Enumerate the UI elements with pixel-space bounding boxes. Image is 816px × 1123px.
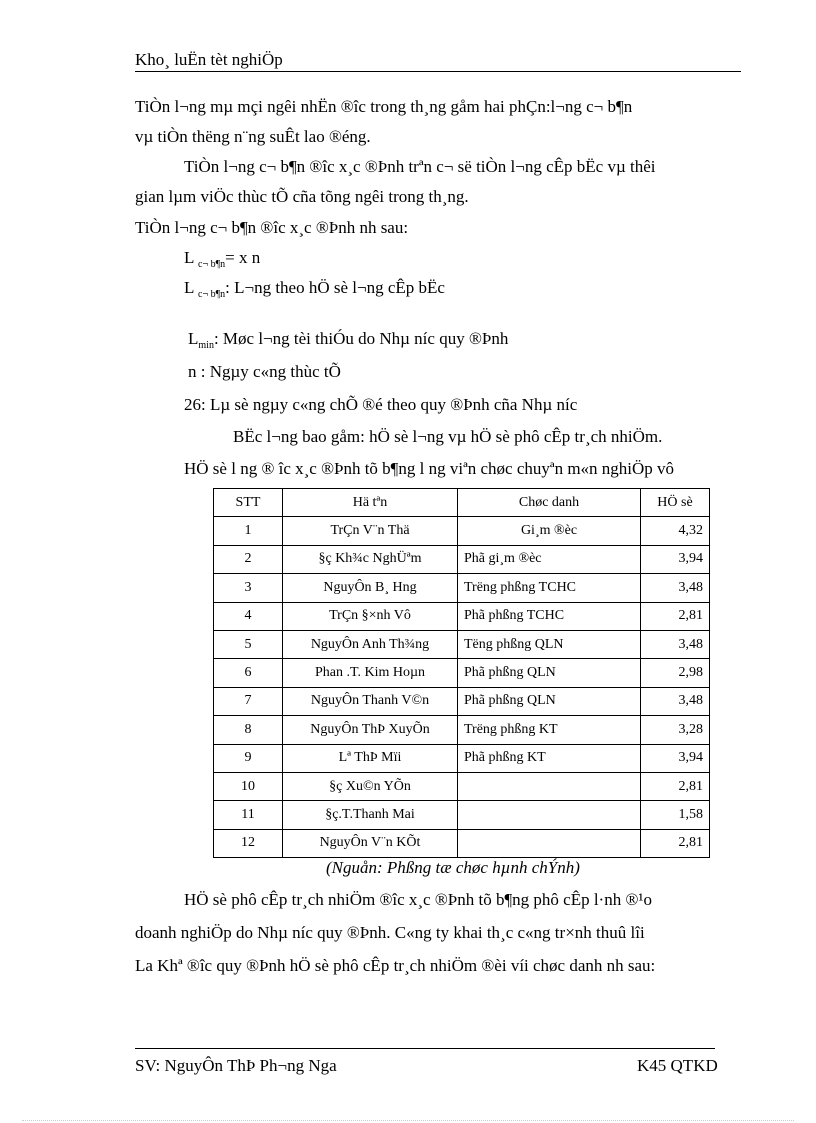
cell-coefficient: 4,32: [641, 517, 710, 545]
table-row: [214, 716, 710, 744]
footer-class: K45 QTKD: [637, 1056, 718, 1075]
paragraph-line: BËc l¬ng bao gåm: hÖ sè l¬ng vµ hÖ sè phô cÊp tr¸ch nhiÖm.: [233, 427, 663, 446]
formula-symbol: L: [184, 278, 194, 297]
lmin-definition: [188, 330, 508, 354]
cell-position: Trëng phßng KT: [458, 716, 641, 744]
header-rule: [135, 71, 741, 72]
cell-coefficient: 3,94: [641, 744, 710, 772]
cell-coefficient: 2,81: [641, 772, 710, 800]
cell-coefficient: 3,48: [641, 687, 710, 715]
cell-name: NguyÔn Anh Th¾ng: [283, 630, 458, 658]
cell-position: [458, 829, 641, 857]
formula-symbol: L: [184, 248, 194, 267]
table-row: [214, 829, 710, 857]
cell-position: Phã gi¸m ®èc: [458, 545, 641, 573]
paragraph-line: La Khª ®îc quy ®Þnh hÖ sè phô cÊp tr¸ch nhiÖm ®èi víi chøc danh nh sau:: [135, 956, 656, 975]
table-header-row: [214, 489, 710, 517]
cell-name: NguyÔn V¨n KÕt: [283, 829, 458, 857]
cell-position: Gi¸m ®èc: [458, 517, 641, 545]
cell-position: Phã phßng QLN: [458, 687, 641, 715]
cell-stt: 4: [214, 602, 283, 630]
cell-position: [458, 772, 641, 800]
formula-subscript: c¬ b¶n: [198, 259, 226, 270]
cell-position: [458, 801, 641, 829]
paragraph-line: TiÒn l¬ng c¬ b¶n ®îc x¸c ®Þnh trªn c¬ së tiÒn l¬ng cÊp bËc vµ thêi: [184, 157, 656, 176]
paragraph-line: vµ tiÒn thëng n¨ng suÊt lao ®éng.: [135, 127, 371, 146]
lmin-description: : Møc l¬ng tèi thiÓu do Nhµ níc quy ®Þnh: [213, 329, 509, 348]
cell-coefficient: 2,81: [641, 602, 710, 630]
cell-name: TrÇn V¨n Thä: [283, 517, 458, 545]
paragraph-line: gian lµm viÖc thùc tÕ cña tõng ngêi trong th¸ng.: [135, 187, 469, 206]
table-row: [214, 772, 710, 800]
cell-name: Phan .T. Kim Hoµn: [283, 659, 458, 687]
salary-coefficient-table: [213, 488, 710, 858]
cell-stt: 8: [214, 716, 283, 744]
page-bottom-dotted-line: [22, 1120, 794, 1121]
paragraph-line: TiÒn l¬ng mµ mçi ngêi nhËn ®îc trong th¸ng gåm hai phÇn:l¬ng c¬ b¶n: [135, 97, 633, 116]
cell-coefficient: 2,81: [641, 829, 710, 857]
table-row: [214, 574, 710, 602]
formula-definition: [184, 279, 445, 303]
cell-stt: 11: [214, 801, 283, 829]
cell-stt: 1: [214, 517, 283, 545]
cell-coefficient: 3,28: [641, 716, 710, 744]
column-header-position: Chøc danh: [458, 489, 641, 517]
table-row: [214, 630, 710, 658]
cell-name: §ç Kh¾c NghÜªm: [283, 545, 458, 573]
table-source-note: (Nguån: Phßng tæ chøc hµnh chÝnh): [326, 858, 580, 877]
paragraph-line: HÖ sè phô cÊp tr¸ch nhiÖm ®îc x¸c ®Þnh tõ b¶ng phô cÊp l·nh ®¹o: [184, 890, 652, 909]
table-row: [214, 801, 710, 829]
formula-line: [184, 249, 260, 273]
cell-stt: 10: [214, 772, 283, 800]
formula-expression: = x n: [225, 248, 261, 267]
cell-coefficient: 2,98: [641, 659, 710, 687]
cell-position: Tëng phßng QLN: [458, 630, 641, 658]
cell-coefficient: 3,94: [641, 545, 710, 573]
cell-position: Phã phßng TCHC: [458, 602, 641, 630]
footer-rule: [135, 1048, 715, 1049]
column-header-stt: STT: [214, 489, 283, 517]
days-definition: 26: Lµ sè ngµy c«ng chÕ ®é theo quy ®Þnh cña Nhµ níc: [184, 395, 578, 414]
cell-name: §ç.T.Thanh Mai: [283, 801, 458, 829]
cell-name: NguyÔn Thanh V©n: [283, 687, 458, 715]
column-header-name: Hä tªn: [283, 489, 458, 517]
footer-student-name: SV: NguyÔn ThÞ Ph¬ng Nga: [135, 1056, 337, 1075]
formula-subscript: c¬ b¶n: [198, 289, 226, 300]
cell-stt: 12: [214, 829, 283, 857]
document-header: Kho¸ luËn tèt nghiÖp: [135, 50, 283, 69]
column-header-coefficient: HÖ sè: [641, 489, 710, 517]
table-row: [214, 602, 710, 630]
formula-description: : L¬ng theo hÖ sè l¬ng cÊp bËc: [225, 278, 445, 297]
cell-stt: 6: [214, 659, 283, 687]
cell-position: Phã phßng KT: [458, 744, 641, 772]
cell-stt: 5: [214, 630, 283, 658]
lmin-symbol: L: [188, 329, 199, 348]
cell-stt: 2: [214, 545, 283, 573]
paragraph-line: TiÒn l¬ng c¬ b¶n ®îc x¸c ®Þnh nh sau:: [135, 218, 409, 237]
cell-name: Lª ThÞ Mïi: [283, 744, 458, 772]
cell-stt: 3: [214, 574, 283, 602]
paragraph-line: HÖ sè l ng ® îc x¸c ®Þnh tõ b¶ng l ng viªn chøc chuyªn m«n nghiÖp vô: [184, 459, 675, 478]
table-row: [214, 517, 710, 545]
cell-coefficient: 3,48: [641, 574, 710, 602]
paragraph-line: doanh nghiÖp do Nhµ níc quy ®Þnh. C«ng ty khai th¸c c«ng tr×nh thuû lîi: [135, 923, 645, 942]
cell-position: Trëng phßng TCHC: [458, 574, 641, 602]
cell-coefficient: 3,48: [641, 630, 710, 658]
cell-name: §ç Xu©n YÕn: [283, 772, 458, 800]
cell-stt: 7: [214, 687, 283, 715]
cell-stt: 9: [214, 744, 283, 772]
cell-position: Phã phßng QLN: [458, 659, 641, 687]
n-definition: n : Ngµy c«ng thùc tÕ: [188, 362, 341, 381]
cell-name: NguyÔn B¸ Hng: [283, 574, 458, 602]
table-row: [214, 744, 710, 772]
cell-name: NguyÔn ThÞ XuyÕn: [283, 716, 458, 744]
lmin-subscript: min: [198, 340, 214, 351]
table-row: [214, 687, 710, 715]
cell-coefficient: 1,58: [641, 801, 710, 829]
cell-name: TrÇn §×nh Vô: [283, 602, 458, 630]
table-row: [214, 545, 710, 573]
table-row: [214, 659, 710, 687]
